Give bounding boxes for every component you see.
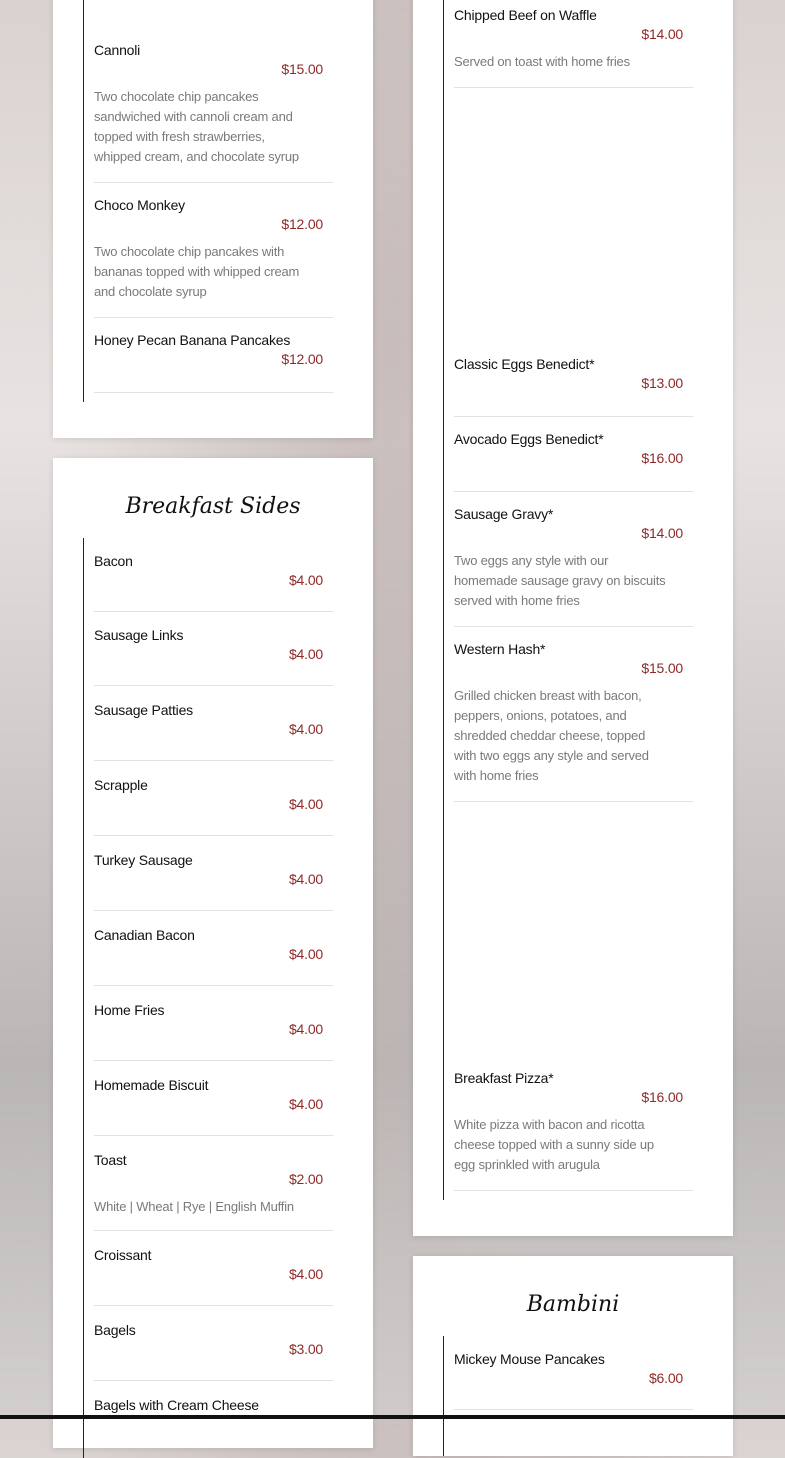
- menu-card-breakfast-sides: [53, 458, 373, 1448]
- menu-card-savory: [413, 0, 733, 1236]
- menu-column: [443, 0, 694, 1200]
- menu-item: [94, 553, 333, 612]
- menu-item-chipped-beef: [454, 7, 693, 88]
- menu-item-classic-eggs-benedict: [454, 356, 693, 417]
- menu-item-description: Two chocolate chip pancakes with bananas topped with whipped cream and chocolate syrup: [94, 244, 300, 299]
- menu-item-description: Served on toast with home fries: [454, 54, 630, 69]
- menu-item-name: Sausage Patties: [94, 702, 193, 718]
- menu-item-name: Sausage Links: [94, 627, 184, 643]
- menu-item-price: $15.00: [641, 660, 683, 676]
- menu-item-price: $14.00: [641, 26, 683, 42]
- menu-item-price: $12.00: [281, 216, 323, 232]
- menu-item-name: Canadian Bacon: [94, 927, 195, 943]
- menu-item-western-hash: [454, 641, 693, 802]
- menu-card-bambini: [413, 1256, 733, 1456]
- menu-item-choco-monkey: [94, 197, 333, 318]
- menu-item-description: Two eggs any style with our homemade sausage gravy on biscuits served with home fries: [454, 553, 666, 608]
- menu-item-honey-pecan: [94, 332, 333, 393]
- menu-item-price: $4.00: [288, 946, 323, 962]
- menu-item-breakfast-pizza: [454, 1070, 693, 1191]
- menu-item-name: Western Hash*: [454, 641, 546, 657]
- menu-item-price: $16.00: [641, 1089, 683, 1105]
- menu-item-name: Croissant: [94, 1247, 152, 1263]
- menu-item-name: Classic Eggs Benedict*: [454, 356, 595, 372]
- menu-item: [454, 1351, 693, 1410]
- menu-item-price: $4.00: [288, 796, 323, 812]
- menu-item: [94, 1002, 333, 1061]
- menu-item-sausage-gravy: [454, 506, 693, 627]
- menu-item-price: $4.00: [288, 572, 323, 588]
- menu-item-price: $13.00: [641, 375, 683, 391]
- menu-item-description: White pizza with bacon and ricotta cheese topped with a sunny side up egg sprinkled with arugula: [454, 1117, 654, 1172]
- menu-item-name: Breakfast Pizza*: [454, 1070, 554, 1086]
- menu-item-price: $4.00: [288, 1096, 323, 1112]
- menu-item: [94, 777, 333, 836]
- menu-item-name: Mickey Mouse Pancakes: [454, 1351, 605, 1367]
- menu-item-name: Homemade Biscuit: [94, 1077, 209, 1093]
- section-title: Bambini: [526, 1292, 620, 1317]
- menu-item-price: $16.00: [641, 450, 683, 466]
- menu-card-pancakes: [53, 0, 373, 438]
- menu-item: [94, 1397, 333, 1455]
- menu-item-price: $4.00: [288, 721, 323, 737]
- menu-item: [94, 1322, 333, 1381]
- menu-item-cannoli: [94, 42, 333, 183]
- menu-item-name: Bagels: [94, 1322, 136, 1338]
- menu-item-name: Bacon: [94, 553, 133, 569]
- menu-item-description: Two chocolate chip pancakes sandwiched with cannoli cream and topped with fresh strawberries, whipped cream, and chocolate syrup: [94, 89, 299, 164]
- menu-item: [94, 852, 333, 911]
- menu-item: [94, 1077, 333, 1136]
- menu-item-name: Choco Monkey: [94, 197, 185, 213]
- menu-item-name: Turkey Sausage: [94, 852, 193, 868]
- menu-item-name: Bagels with Cream Cheese: [94, 1397, 259, 1413]
- menu-item: [94, 1247, 333, 1306]
- menu-item-price: $4.00: [288, 871, 323, 887]
- menu-item-avocado-eggs-benedict: [454, 431, 693, 492]
- menu-item-name: Sausage Gravy*: [454, 506, 554, 522]
- menu-item-price: $12.00: [281, 351, 323, 367]
- menu-item-price: $3.00: [288, 1341, 323, 1357]
- section-title: Breakfast Sides: [125, 494, 301, 519]
- menu-item-price: $4.00: [288, 1021, 323, 1037]
- menu-item-name: Avocado Eggs Benedict*: [454, 431, 604, 447]
- menu-column: [83, 538, 334, 1458]
- menu-item-name: Scrapple: [94, 777, 148, 793]
- menu-item-price: $2.00: [288, 1171, 323, 1187]
- menu-column: [443, 1336, 694, 1456]
- menu-item-description: Grilled chicken breast with bacon, peppers, onions, potatoes, and shredded cheddar cheese, topped with two eggs any style and served with home fries: [454, 688, 649, 783]
- menu-item: [94, 702, 333, 761]
- menu-item-name: Honey Pecan Banana Pancakes: [94, 332, 291, 348]
- menu-item-name: Chipped Beef on Waffle: [454, 7, 597, 23]
- menu-item-name: Toast: [94, 1152, 127, 1168]
- menu-item-price: $14.00: [641, 525, 683, 541]
- menu-item-name: Cannoli: [94, 42, 141, 58]
- menu-item: [94, 927, 333, 986]
- menu-item: [94, 1152, 333, 1231]
- menu-item-price: $15.00: [281, 61, 323, 77]
- bottom-edge-bar: [0, 1415, 785, 1419]
- menu-item: [94, 627, 333, 686]
- menu-item-price: $4.00: [288, 646, 323, 662]
- menu-item-name: Home Fries: [94, 1002, 165, 1018]
- menu-item-price: $4.00: [288, 1266, 323, 1282]
- menu-item-description: White | Wheat | Rye | English Muffin: [94, 1199, 294, 1214]
- menu-column: [83, 0, 334, 402]
- menu-item-price: $6.00: [648, 1370, 683, 1386]
